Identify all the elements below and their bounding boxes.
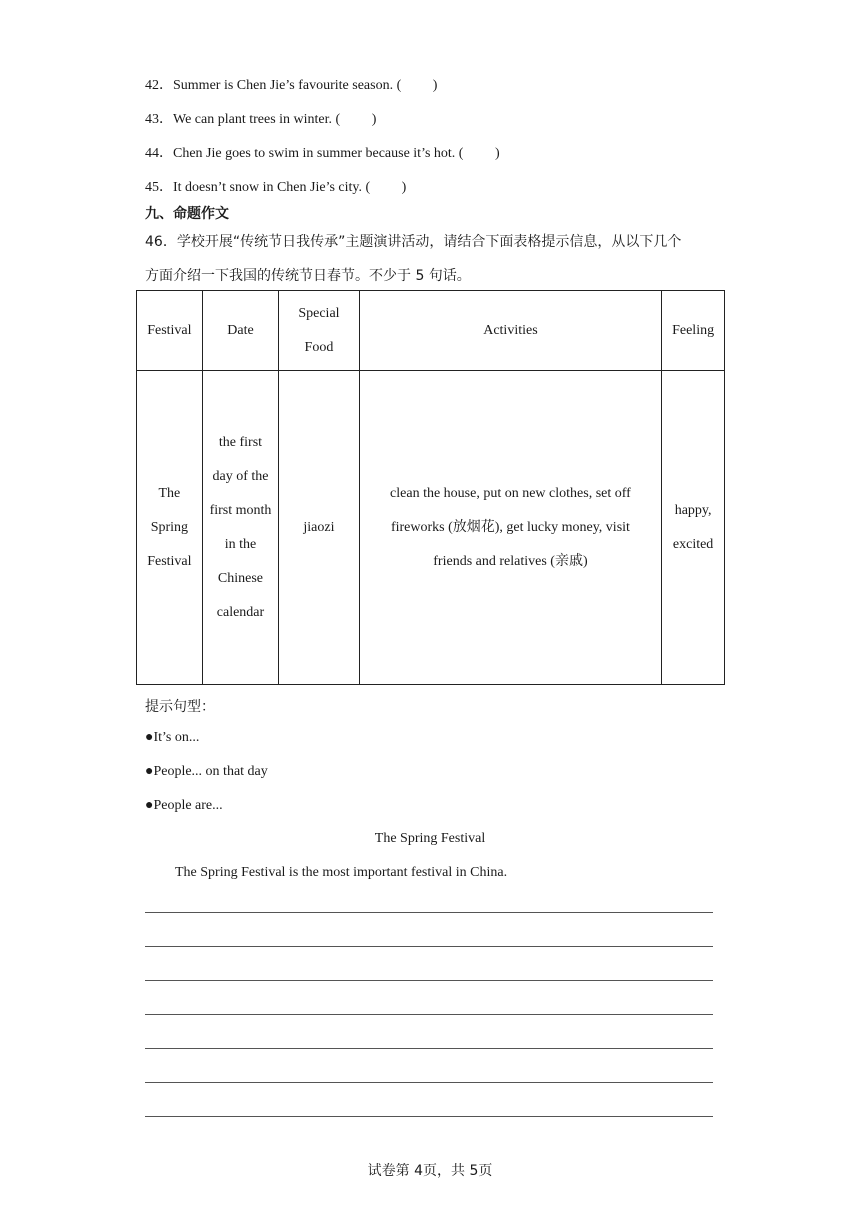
table-header-row	[137, 291, 725, 371]
festival-table	[136, 290, 725, 685]
writing-line[interactable]	[145, 1048, 713, 1049]
cell-feeling: happy, excited	[662, 371, 725, 685]
question-text: We can plant trees in winter. ( )	[173, 112, 377, 127]
header-feeling: Feeling	[662, 291, 725, 371]
writing-line[interactable]	[145, 946, 713, 947]
question-text: Summer is Chen Jie’s favourite season. ( )	[173, 78, 438, 93]
question-number: 44．	[145, 146, 173, 161]
hint-label: 提示句型：	[145, 699, 215, 715]
section-title: 九、命题作文	[145, 206, 229, 222]
question-number: 45．	[145, 180, 173, 195]
question-text: Chen Jie goes to swim in summer because it’s hot. ( )	[173, 146, 500, 161]
cell-food: jiaozi	[279, 371, 359, 685]
header-festival: Festival	[137, 291, 203, 371]
table-row	[137, 371, 725, 685]
question-42	[145, 74, 437, 94]
essay-title: The Spring Festival	[374, 831, 486, 846]
question-number: 42．	[145, 78, 173, 93]
question-number: 43．	[145, 112, 173, 127]
hint-item: ●It’s on...	[145, 730, 200, 745]
cell-activities: clean the house, put on new clothes, set off fireworks (放烟花), get lucky money, visit friends and relatives (亲戚)	[359, 371, 662, 685]
header-special-food: Special Food	[279, 291, 359, 371]
writing-line[interactable]	[145, 980, 713, 981]
hint-item: ●People are...	[145, 798, 223, 813]
writing-line[interactable]	[145, 912, 713, 913]
question-45	[145, 176, 406, 196]
cell-date: the first day of the first month in the Chinese calendar	[202, 371, 279, 685]
header-date: Date	[202, 291, 279, 371]
hint-item: ●People... on that day	[145, 764, 268, 779]
question-43	[145, 108, 376, 128]
prompt-line-1: 46．学校开展“传统节日我传承”主题演讲活动，请结合下面表格提示信息，从以下几个	[145, 234, 682, 250]
writing-line[interactable]	[145, 1116, 713, 1117]
essay-opening: The Spring Festival is the most important festival in China.	[175, 865, 508, 880]
page-footer: 试卷第 4页，共 5页	[367, 1163, 493, 1179]
prompt-line-2: 方面介绍一下我国的传统节日春节。不少于 5 句话。	[145, 268, 471, 284]
writing-line[interactable]	[145, 1082, 713, 1083]
cell-festival: The Spring Festival	[137, 371, 203, 685]
writing-line[interactable]	[145, 1014, 713, 1015]
header-activities: Activities	[359, 291, 662, 371]
question-text: It doesn’t snow in Chen Jie’s city. ( )	[173, 180, 407, 195]
question-44	[145, 142, 500, 162]
